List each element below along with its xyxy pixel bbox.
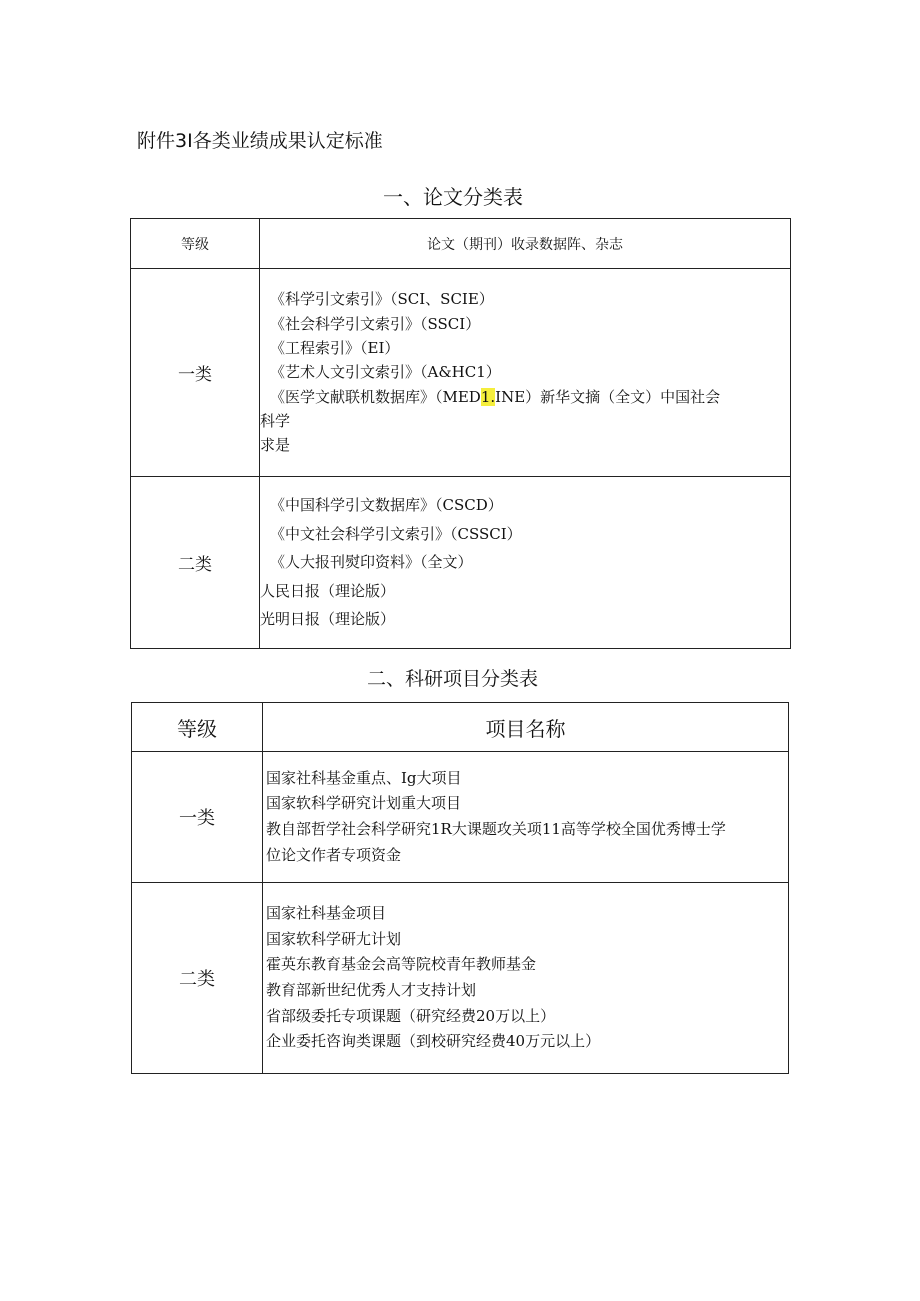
list-item: 教自部哲学社会科学研究1R大课题攻关项11高等学校全国优秀博士学 [266, 820, 726, 838]
grade-cell-2: 二类 [131, 477, 260, 649]
grade-cell-1: 一类 [131, 269, 260, 477]
list-item: 人民日报（理论版） [260, 581, 396, 600]
list-item: 国家社科基金重点、Ig大项目 [266, 768, 462, 787]
content-cell-2 [263, 883, 789, 1074]
list-item: 《科学引文索引》（SCI、SCIE） [270, 290, 494, 309]
header-content: 论文（期刊）收录数据阵、杂志 [260, 219, 791, 269]
list-item: 国家软科学研究计划重大项目 [266, 794, 462, 813]
text-segment: INE）新华文摘（全文）中国社会 [495, 387, 721, 406]
table-header-row [131, 219, 791, 269]
section2-title: 二、科研项目分类表 [367, 668, 539, 690]
list-item: 《社会科学引文索引》（SSCI） [270, 314, 481, 333]
text-segment: 《医学文献联机数据库》（MED [270, 387, 481, 406]
document-title: 附件3Ⅰ各类业绩成果认定标准 [137, 130, 383, 152]
section1-title: 一、论文分类表 [383, 185, 523, 209]
list-item: 求是 [260, 436, 291, 455]
table-row [132, 752, 789, 883]
paper-classification-table [130, 218, 791, 649]
list-item: 教育部新世纪优秀人才支持计划 [266, 981, 477, 999]
list-item: 光明日报（理论版） [260, 610, 396, 629]
list-item: 位论文作者专项资金 [266, 845, 402, 864]
list-item: 《中文社会科学引文索引》（CSSCI） [270, 524, 522, 543]
list-item: 国家软科学研尢计划 [266, 929, 402, 948]
project-classification-table [131, 702, 789, 1074]
highlighted-text: 1. [480, 387, 496, 406]
list-item: 企业委托咨询类课题（到校研究经费40万元以上） [266, 1032, 601, 1051]
list-item [260, 385, 782, 409]
list-item: 国家社科基金项目 [266, 903, 387, 922]
list-item: 《工程索引》（EI） [270, 339, 400, 358]
list-item: 《人大报刊熨印资料》（全文） [270, 553, 473, 572]
content-cell-1 [260, 269, 791, 477]
table-row [131, 269, 791, 477]
header-grade: 等级 [131, 219, 260, 269]
list-item: 科学 [260, 411, 291, 430]
table-row [131, 477, 791, 649]
list-item: 《中国科学引文数据库》（CSCD） [270, 496, 503, 515]
header-content: 项目名称 [263, 703, 789, 752]
content-cell-1 [263, 752, 789, 883]
list-item: 《艺术人文引文索引》（A&HC1） [270, 363, 501, 382]
header-grade: 等级 [132, 703, 263, 752]
table-header-row [132, 703, 789, 752]
grade-cell-1: 一类 [132, 752, 263, 883]
grade-cell-2: 二类 [132, 883, 263, 1074]
content-cell-2 [260, 477, 791, 649]
list-item: 霍英东教育基金会高等院校青年教师基金 [266, 955, 537, 974]
list-item: 省部级委托专项课题（研究经费20万以上） [266, 1006, 556, 1025]
table-row [132, 883, 789, 1074]
